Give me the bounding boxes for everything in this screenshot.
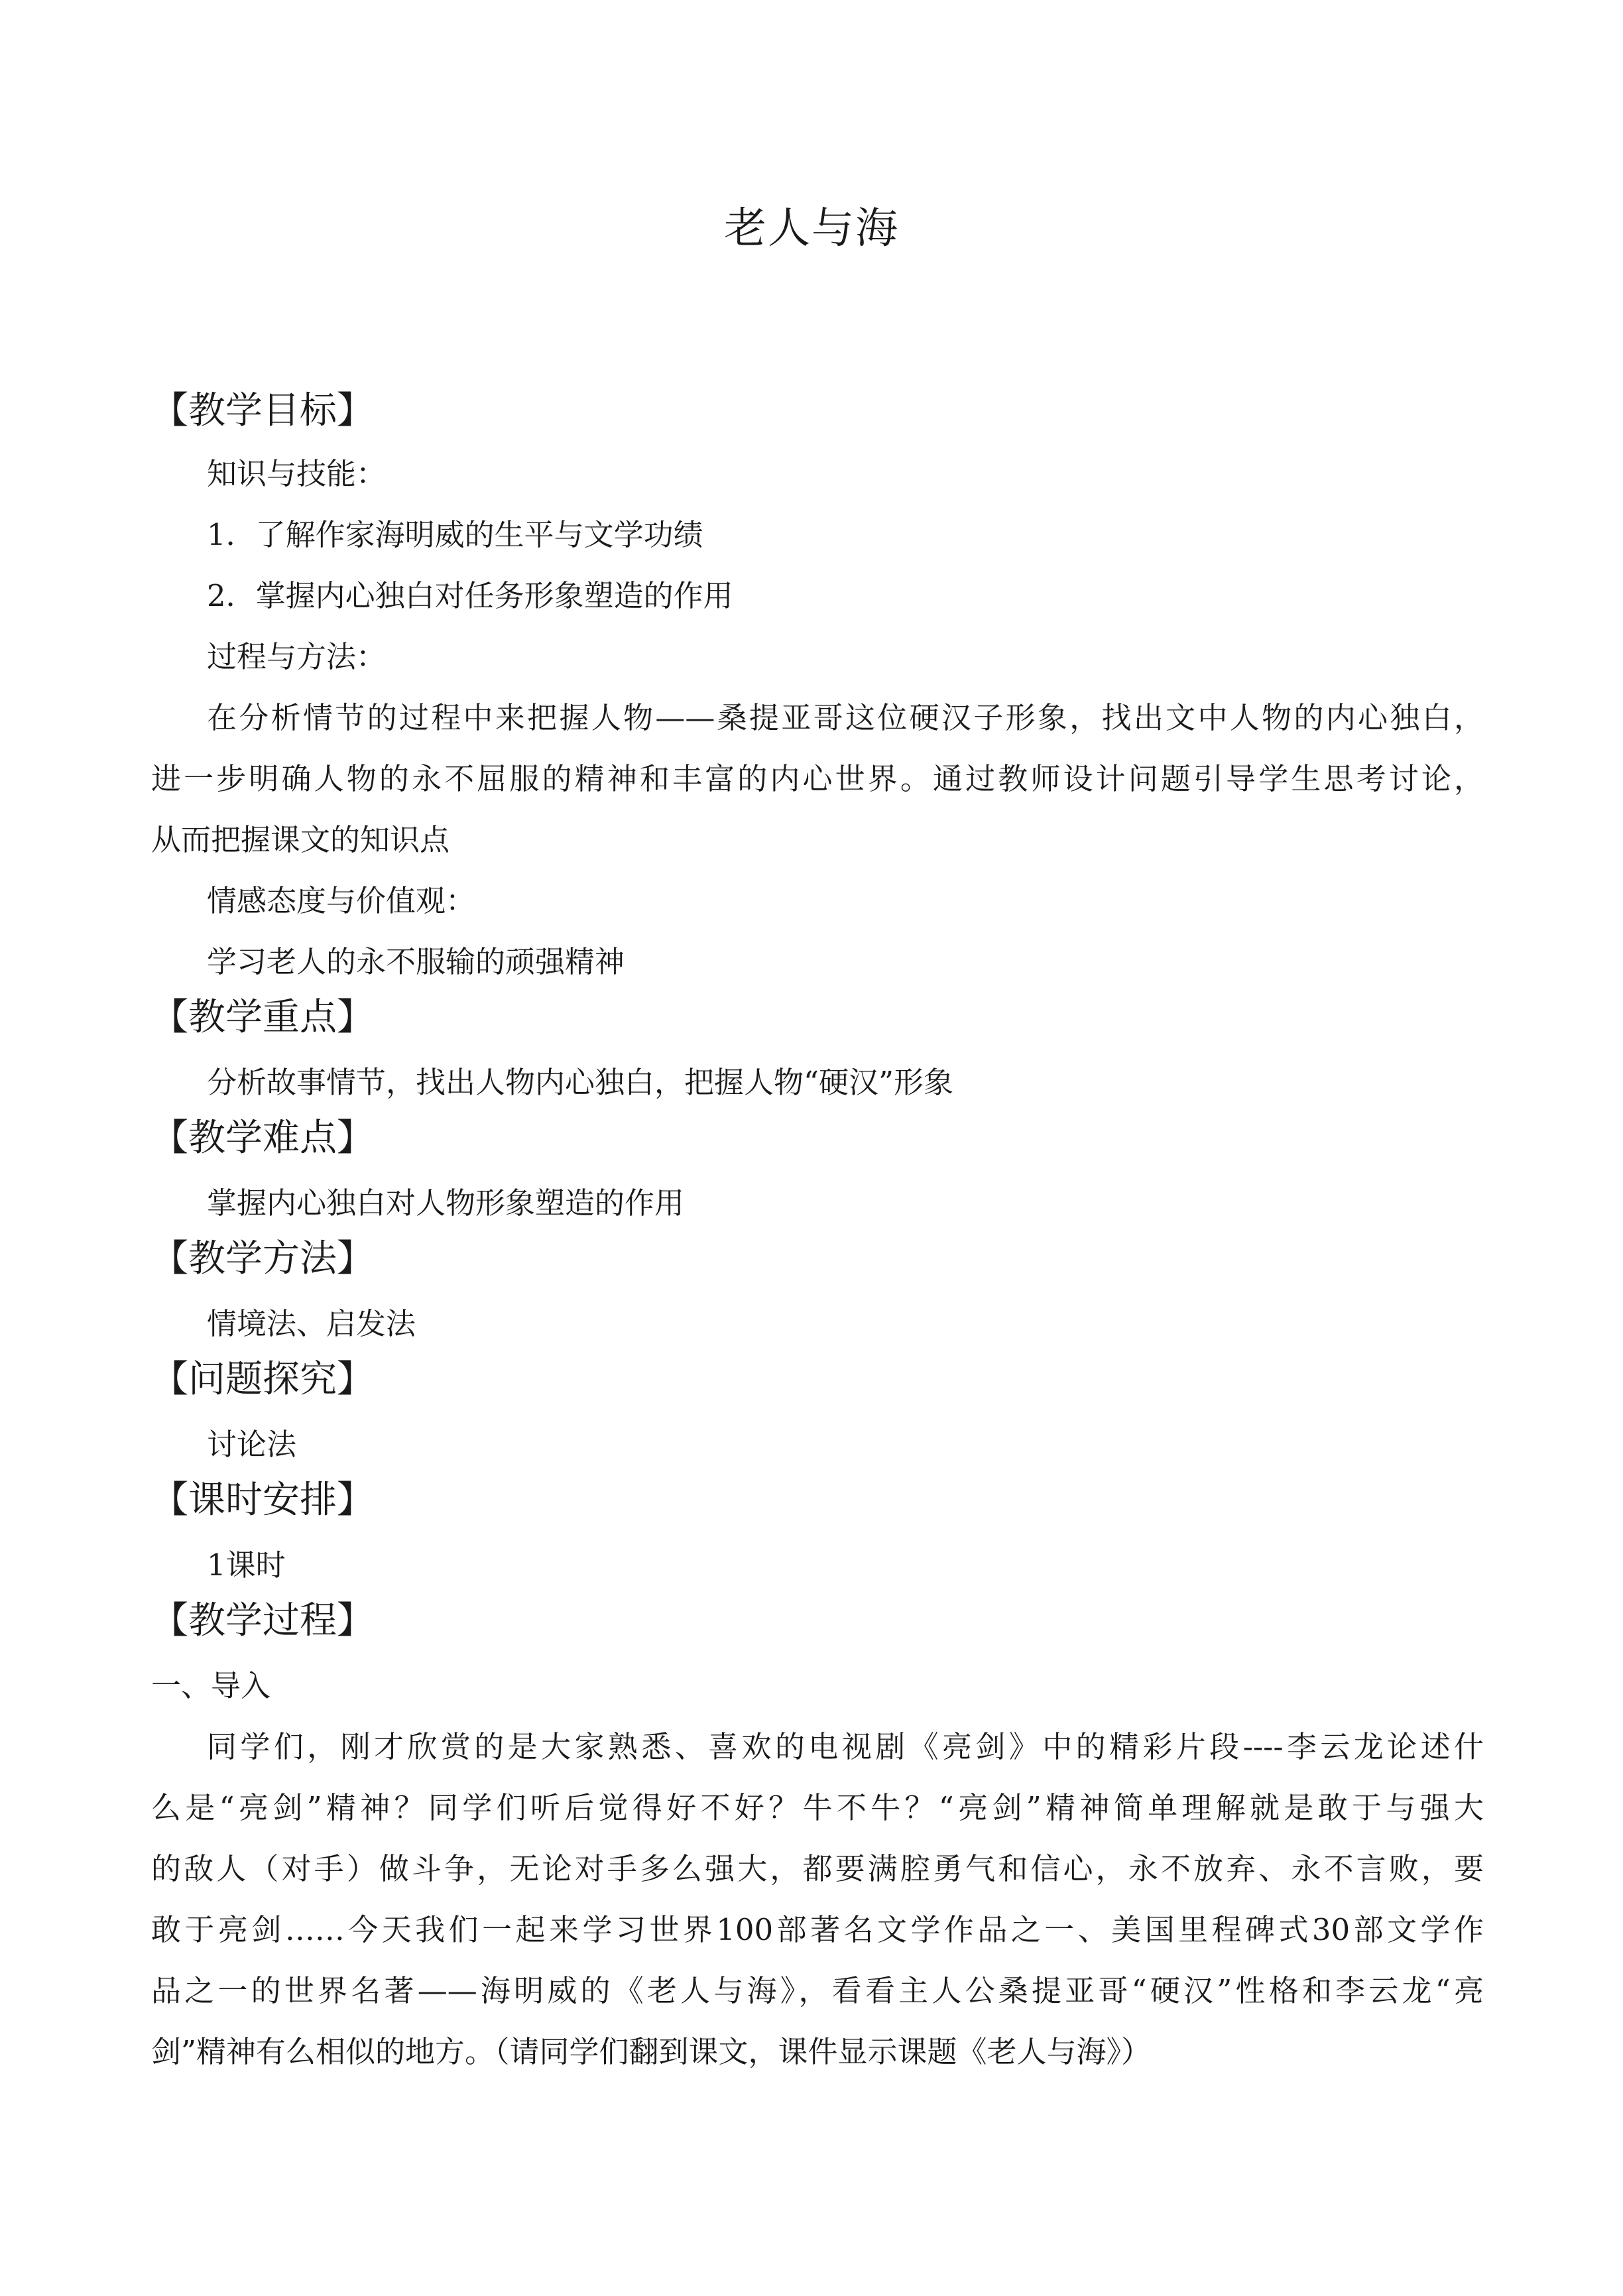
- paragraph-line: 的敌人（对手）做斗争，无论对手多么强大，都要满腔勇气和信心，永不放弃、永不言败，要: [151, 1851, 1484, 1886]
- paragraph-line: 剑”精神有么相似的地方。（请同学们翻到课文，课件显示课题《老人与海》）: [151, 2034, 1152, 2069]
- paragraph-line: 讨论法: [207, 1427, 297, 1462]
- list-item: 1．了解作家海明威的生平与文学功绩: [207, 517, 703, 552]
- section-heading-difficulties: 【教学难点】: [151, 1117, 374, 1160]
- paragraph-line: 在分析情节的过程中来把握人物——桑提亚哥这位硬汉子形象，找出文中人物的内心独白，: [207, 700, 1484, 735]
- paragraph-line: 么是“亮剑”精神？同学们听后觉得好不好？牛不牛？“亮剑”精神简单理解就是敢于与强大: [151, 1790, 1484, 1825]
- section-heading-inquiry: 【问题探究】: [151, 1358, 374, 1401]
- paragraph-line: 1课时: [207, 1547, 286, 1583]
- document-title: 老人与海: [724, 204, 899, 253]
- paragraph-line: 学习老人的永不服输的顽强精神: [207, 944, 625, 979]
- section-heading-process: 【教学过程】: [151, 1599, 374, 1642]
- subheading-attitude: 情感态度与价值观：: [207, 883, 476, 918]
- paragraph-line: 进一步明确人物的永不屈服的精神和丰富的内心世界。通过教师设计问题引导学生思考讨论，: [151, 761, 1484, 796]
- paragraph-line: 品之一的世界名著——海明威的《老人与海》，看看主人公桑提亚哥“硬汉”性格和李云龙“亮: [151, 1973, 1484, 2008]
- subheading-knowledge: 知识与技能：: [207, 456, 387, 491]
- paragraph-line: 分析故事情节，找出人物内心独白，把握人物“硬汉”形象: [207, 1065, 954, 1100]
- paragraph-line: 从而把握课文的知识点: [151, 822, 450, 857]
- section-heading-objectives: 【教学目标】: [151, 389, 374, 432]
- paragraph-line: 情境法、启发法: [207, 1306, 416, 1341]
- section-heading-schedule: 【课时安排】: [151, 1479, 374, 1522]
- paragraph-line: 同学们，刚才欣赏的是大家熟悉、喜欢的电视剧《亮剑》中的精彩片段----李云龙论述什: [207, 1729, 1484, 1764]
- subheading-process: 过程与方法：: [207, 639, 387, 674]
- section-heading-key-points: 【教学重点】: [151, 996, 374, 1039]
- list-item: 2．掌握内心独白对任务形象塑造的作用: [207, 578, 733, 613]
- paragraph-line: 敢于亮剑……今天我们一起来学习世界100部著名文学作品之一、美国里程碑式30部文学作: [151, 1912, 1484, 1947]
- section-heading-methods: 【教学方法】: [151, 1237, 374, 1280]
- subsection-intro: 一、导入: [151, 1668, 271, 1703]
- paragraph-line: 掌握内心独白对人物形象塑造的作用: [207, 1185, 685, 1221]
